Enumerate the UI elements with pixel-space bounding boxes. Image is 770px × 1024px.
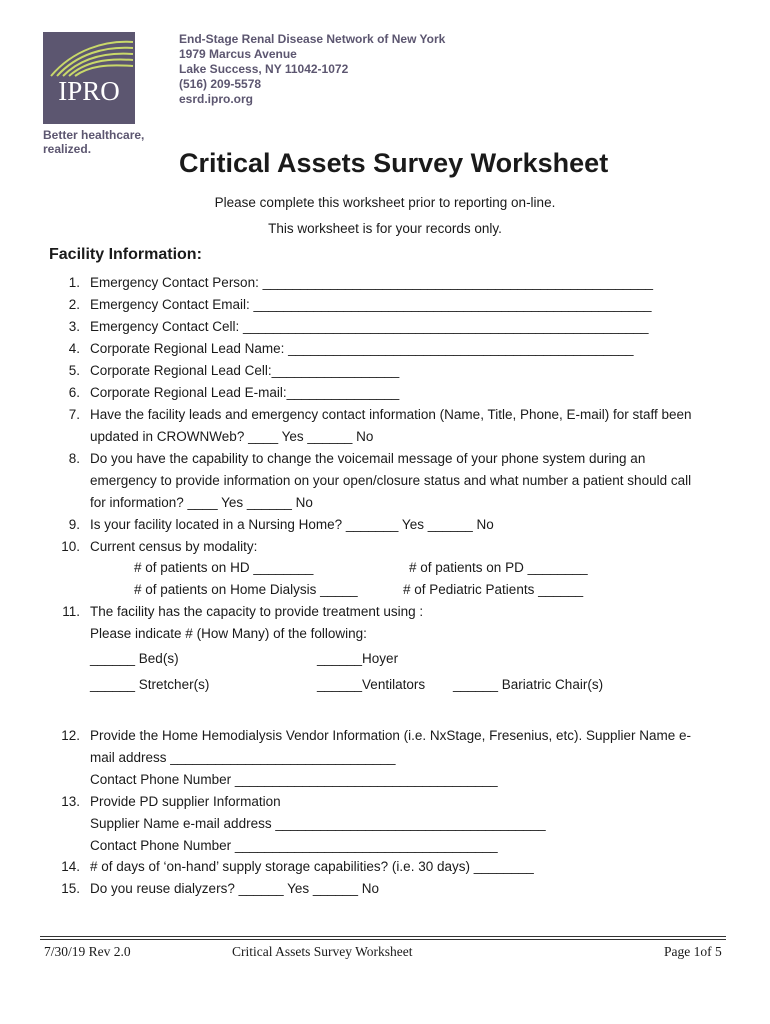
item-capacity-heading: The facility has the capacity to provide treatment using :: [90, 604, 424, 619]
item-pd-supplier: Provide PD supplier Information: [90, 794, 281, 809]
footer-rule: [40, 939, 726, 940]
item-crownweb-question: Have the facility leads and emergency contact information (Name, Title, Phone, E-mail) for staff been: [90, 407, 692, 422]
item-regional-lead-name: Corporate Regional Lead Name: ______________________________________________: [90, 341, 634, 356]
item-number: 15.: [61, 881, 80, 896]
census-pediatric: # of Pediatric Patients ______: [403, 582, 584, 597]
address-line: (516) 209-5578: [179, 77, 262, 91]
equipment-stretchers: ______ Stretcher(s): [90, 677, 210, 692]
address-line: Lake Success, NY 11042-1072: [179, 62, 349, 76]
item-number: 9.: [68, 517, 80, 532]
item-voicemail-question: Do you have the capability to change the voicemail message of your phone system during an: [90, 451, 646, 466]
logo-wordmark: IPRO: [58, 76, 120, 106]
equipment-hoyer: ______Hoyer: [317, 651, 399, 666]
equipment-ventilators: ______Ventilators: [317, 677, 426, 692]
item-regional-lead-email: Corporate Regional Lead E-mail:_______________: [90, 385, 400, 400]
tagline-line: realized.: [43, 142, 92, 156]
item-number: 8.: [68, 451, 80, 466]
item-capacity-instruction: Please indicate # (How Many) of the following:: [90, 626, 367, 641]
footer-rule: [40, 936, 726, 937]
item-hhd-phone: Contact Phone Number ___________________________________: [90, 772, 498, 787]
item-number: 7.: [68, 407, 80, 422]
address-line: End-Stage Renal Disease Network of New York: [179, 32, 446, 46]
item-number: 13.: [61, 794, 80, 809]
item-crownweb-answer: updated in CROWNWeb? ____ Yes ______ No: [90, 429, 374, 444]
item-number: 14.: [61, 859, 80, 874]
item-nursing-home: Is your facility located in a Nursing Home? _______ Yes ______ No: [90, 517, 494, 532]
census-home-dialysis: # of patients on Home Dialysis _____: [134, 582, 358, 597]
footer-revision: 7/30/19 Rev 2.0: [44, 944, 131, 959]
equipment-beds: ______ Bed(s): [90, 651, 179, 666]
section-heading: Facility Information:: [49, 246, 202, 263]
item-supply-days: # of days of ‘on-hand’ supply storage capabilities? (i.e. 30 days) ________: [90, 859, 534, 874]
item-number: 4.: [68, 341, 80, 356]
address-line: 1979 Marcus Avenue: [179, 47, 297, 61]
item-number: 2.: [68, 297, 80, 312]
census-pd: # of patients on PD ________: [409, 560, 588, 575]
item-hhd-email: mail address ______________________________: [90, 750, 396, 765]
item-hhd-vendor: Provide the Home Hemodialysis Vendor Information (i.e. NxStage, Fresenius, etc). Supplier Name e-: [90, 728, 692, 743]
item-number: 6.: [68, 385, 80, 400]
item-emergency-contact-cell: Emergency Contact Cell: ______________________________________________________: [90, 319, 649, 334]
census-hd: # of patients on HD ________: [134, 560, 314, 575]
item-regional-lead-cell: Corporate Regional Lead Cell:_________________: [90, 363, 400, 378]
item-number: 3.: [68, 319, 80, 334]
subtitle-instruction: Please complete this worksheet prior to reporting on-line.: [214, 195, 556, 210]
logo-tagline: [43, 128, 144, 156]
equipment-bariatric-chairs: ______ Bariatric Chair(s): [453, 677, 604, 692]
item-reuse-dialyzers: Do you reuse dialyzers? ______ Yes ______ No: [90, 881, 379, 896]
item-number: 12.: [61, 728, 80, 743]
item-census-heading: Current census by modality:: [90, 539, 258, 554]
item-number: 5.: [68, 363, 80, 378]
footer-page-number: Page 1of 5: [664, 944, 722, 959]
item-pd-email: Supplier Name e-mail address ____________________________________: [90, 816, 546, 831]
item-number: 11.: [62, 604, 80, 619]
tagline-line: Better healthcare,: [43, 128, 145, 142]
item-number: 10.: [61, 539, 80, 554]
subtitle-records: This worksheet is for your records only.: [268, 221, 502, 236]
address-line: esrd.ipro.org: [179, 92, 254, 106]
item-pd-phone: Contact Phone Number ___________________________________: [90, 838, 498, 853]
item-voicemail-question-cont: emergency to provide information on your open/closure status and what number a patient should call: [90, 473, 692, 488]
footer-title: Critical Assets Survey Worksheet: [232, 944, 413, 959]
item-number: 1.: [68, 275, 80, 290]
item-voicemail-answer: for information? ____ Yes ______ No: [90, 495, 313, 510]
page-title: Critical Assets Survey Worksheet: [179, 148, 609, 178]
item-emergency-contact-person: Emergency Contact Person: ____________________________________________________: [90, 275, 653, 290]
organization-address: [179, 32, 445, 107]
item-emergency-contact-email: Emergency Contact Email: _____________________________________________________: [90, 297, 652, 312]
ipro-logo: [43, 32, 135, 124]
